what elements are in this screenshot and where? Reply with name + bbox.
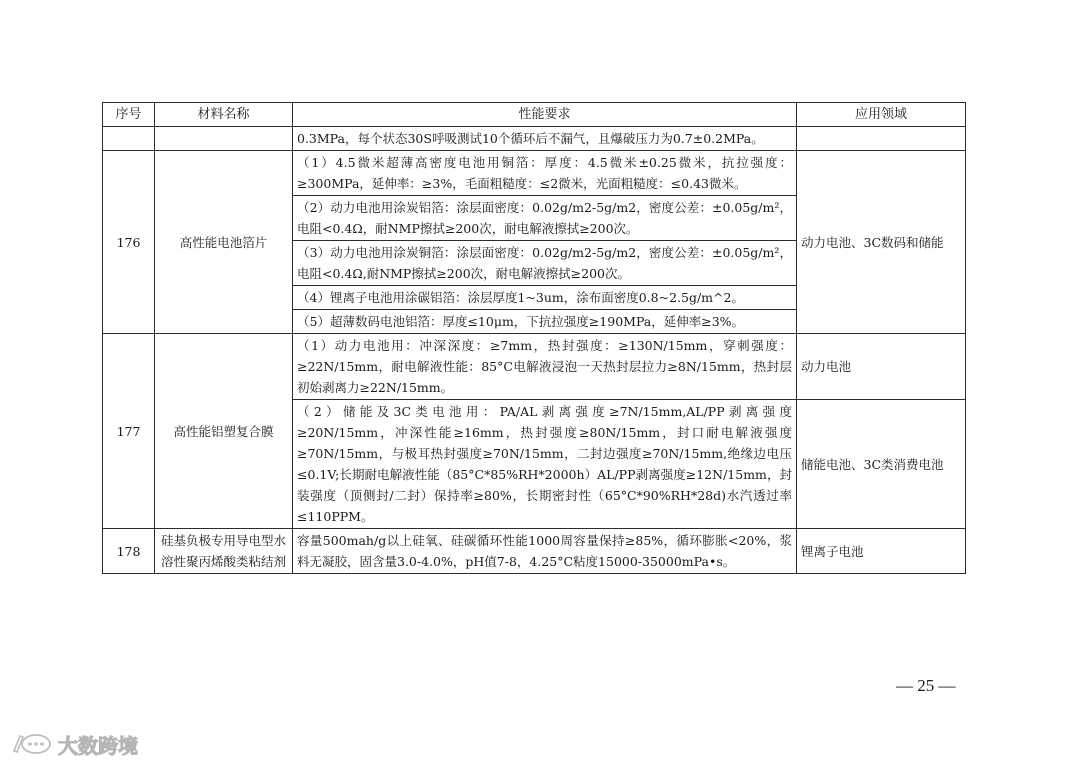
- watermark-text: 大数跨境: [58, 733, 138, 758]
- req-176-5: （5）超薄数码电池铝箔：厚度≤10μm，下抗拉强度≥190MPa，延伸率≥3%。: [293, 310, 797, 334]
- req-176-3: （3）动力电池用涂炭铜箔：涂层面密度：0.02g/m2-5g/m2，密度公差：±0.05g/m²，电阻<0.4Ω,耐NMP擦拭≥200次，耐电解液擦拭≥200次。: [293, 241, 797, 286]
- req-177-1: （1）动力电池用：冲深深度：≥7mm，热封强度：≥130N/15mm，穿刺强度：≥22N/15mm，耐电解液性能：85°C电解液浸泡一天热封层拉力≥8N/15mm，热封层初始剥离力≥22N/15mm。: [293, 334, 797, 400]
- field-177-1: 动力电池: [797, 334, 966, 400]
- table-row-176: [103, 151, 966, 196]
- page-number: — 25 —: [896, 676, 956, 695]
- header-material: 材料名称: [155, 103, 293, 127]
- spec-table: [102, 102, 966, 574]
- req-176-1: （1）4.5微米超薄高密度电池用铜箔：厚度：4.5微米±0.25微米，抗拉强度：≥300MPa，延伸率：≥3%，毛面粗糙度：≤2微米，光面粗糙度：≤0.43微米。: [293, 151, 797, 196]
- req-178: 容量500mah/g以上硅氧、硅碳循环性能1000周容量保持≥85%，循环膨胀<20%，浆料无凝胶，固含量3.0-4.0%，pH值7-8，4.25°C粘度15000-35000mPa•s。: [293, 529, 797, 574]
- seq-176: 176: [103, 151, 155, 334]
- seq-178: 178: [103, 529, 155, 574]
- seq-177: 177: [103, 334, 155, 529]
- material-178: 硅基负极专用导电型水溶性聚丙烯酸类粘结剂: [155, 529, 293, 574]
- table-row-continuation: [103, 127, 966, 151]
- table-row-178: [103, 529, 966, 574]
- req-176-2: （2）动力电池用涂炭铝箔：涂层面密度：0.02g/m2-5g/m2，密度公差：±0.05g/m²，电阻<0.4Ω，耐NMP擦拭≥200次，耐电解液擦拭≥200次。: [293, 196, 797, 241]
- table-header-row: [103, 103, 966, 127]
- material-176: 高性能电池箔片: [155, 151, 293, 334]
- watermark: [10, 731, 138, 757]
- table-row-177: [103, 334, 966, 400]
- req-176-4: （4）锂离子电池用涂碳铝箔：涂层厚度1~3um，涂布面密度0.8~2.5g/m^2。: [293, 286, 797, 310]
- chat-bubble-logo-icon: [10, 731, 54, 757]
- field-176: 动力电池、3C数码和储能: [797, 151, 966, 334]
- material-177: 高性能铝塑复合膜: [155, 334, 293, 529]
- header-seq: 序号: [103, 103, 155, 127]
- header-requirements: 性能要求: [293, 103, 797, 127]
- field-177-2: 储能电池、3C类消费电池: [797, 400, 966, 529]
- req-177-2: （2）储能及3C类电池用：PA/AL剥离强度≥7N/15mm,AL/PP剥离强度≥20N/15mm，冲深性能≥16mm，热封强度≥80N/15mm，封口耐电解液强度≥70N/15mm，与极耳热封强度≥70N/15mm，二封边强度≥70N/15mm,绝缘边电压≤0.1V;长期耐电解液性能（85°C*85%RH*2000h）AL/PP剥离强度≥12N/15mm，封装强度（顶侧封/二封）保持率≥80%，长期密封性（65°C*90%RH*28d)水汽透过率≤110PPM。: [293, 400, 797, 529]
- header-field: 应用领域: [797, 103, 966, 127]
- continuation-cell: 0.3MPa，每个状态30S呼吸测试10个循环后不漏气，且爆破压力为0.7±0.2MPa。: [293, 127, 797, 151]
- field-178: 锂离子电池: [797, 529, 966, 574]
